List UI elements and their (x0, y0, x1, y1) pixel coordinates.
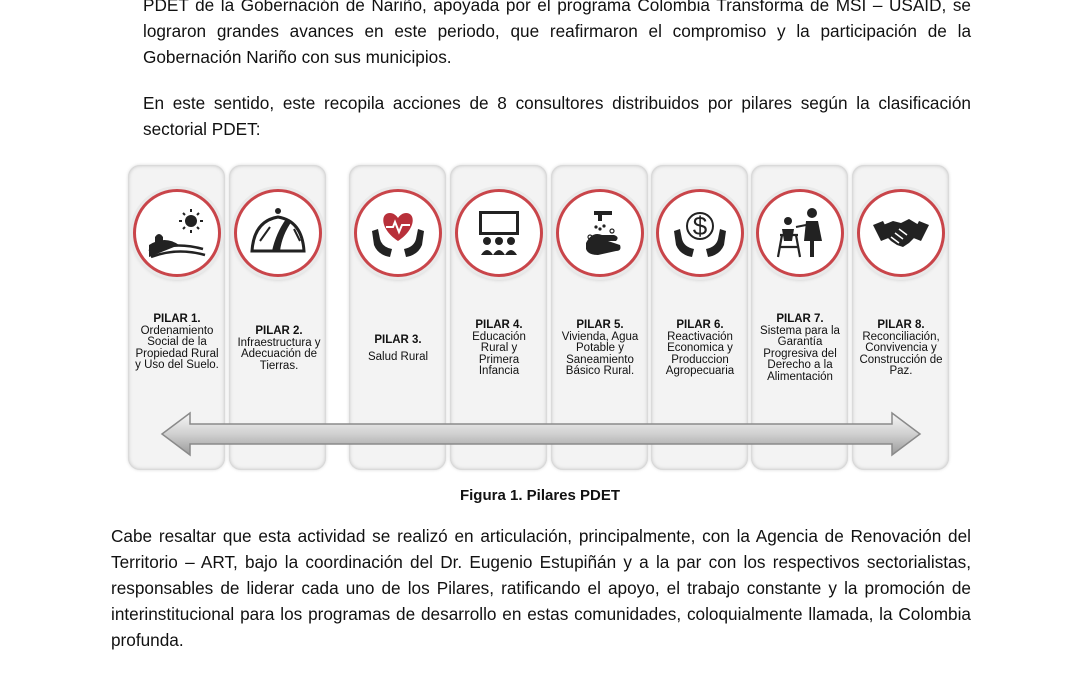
heart-hands-icon (354, 189, 442, 277)
pilar-label-3: PILAR 3. Salud Rural (367, 334, 429, 363)
pilar-label-8: PILAR 8. Reconciliación, Convivencia y Construcción de Paz. (859, 319, 943, 377)
handwash-icon (556, 189, 644, 277)
paragraph-pilares: En este sentido, este recopila acciones de 8 consultores distribuidos por pilares según la clasificación sectorial PDET: (143, 93, 971, 139)
svg-text:$: $ (692, 211, 708, 241)
rural-land-icon (133, 189, 221, 277)
pilar-label-6: PILAR 6. Reactivación Economica y Produccion Agropecuaria (665, 319, 735, 377)
money-hands-icon (656, 189, 744, 277)
pilar-label-5: PILAR 5. Vivienda, Agua Potable y Saneamiento Básico Rural. (561, 319, 639, 377)
pilar-label-7: PILAR 7. Sistema para la Garantía Progresiva del Derecho a la Alimentación (760, 313, 840, 383)
paragraph-intro: PDET de la Gobernación de Nariño, apoyada por el programa Colombia Transforma de MSI – USAID, se lograron grandes avances en este periodo, que reafirmaron el compromiso y la participación de la Gobernación Nariño con sus municipios. (143, 0, 971, 67)
figure-caption: Figura 1. Pilares PDET (459, 487, 621, 504)
handshake-icon (857, 189, 945, 277)
road-infrastructure-icon (234, 189, 322, 277)
double-arrow-icon (160, 411, 922, 457)
paragraph-articulacion: Cabe resaltar que esta actividad se realizó en articulación, principalmente, con la Agencia de Renovación del Territorio – ART, bajo la coordinación del Dr. Eugenio Estupiñán y a la par con los respectivos sectorialistas, responsables de liderar cada uno de los Pilares, ratificando el apoyo, el trabajo constante y la promoción de interinstitucional para los programas de desarrollo en estas comunidades, coloquialmente llamada, la Colombia profunda. (111, 526, 971, 650)
feeding-icon (756, 189, 844, 277)
classroom-icon (455, 189, 543, 277)
pilar-label-2: PILAR 2. Infraestructura y Adecuación de Tierras. (237, 325, 321, 372)
pilares-figure (128, 165, 950, 475)
pilar-label-1: PILAR 1. Ordenamiento Social de la Propiedad Rural y Uso del Suelo. (135, 313, 219, 371)
pilar-label-4: PILAR 4. Educación Rural y Primera Infancia (472, 319, 526, 377)
